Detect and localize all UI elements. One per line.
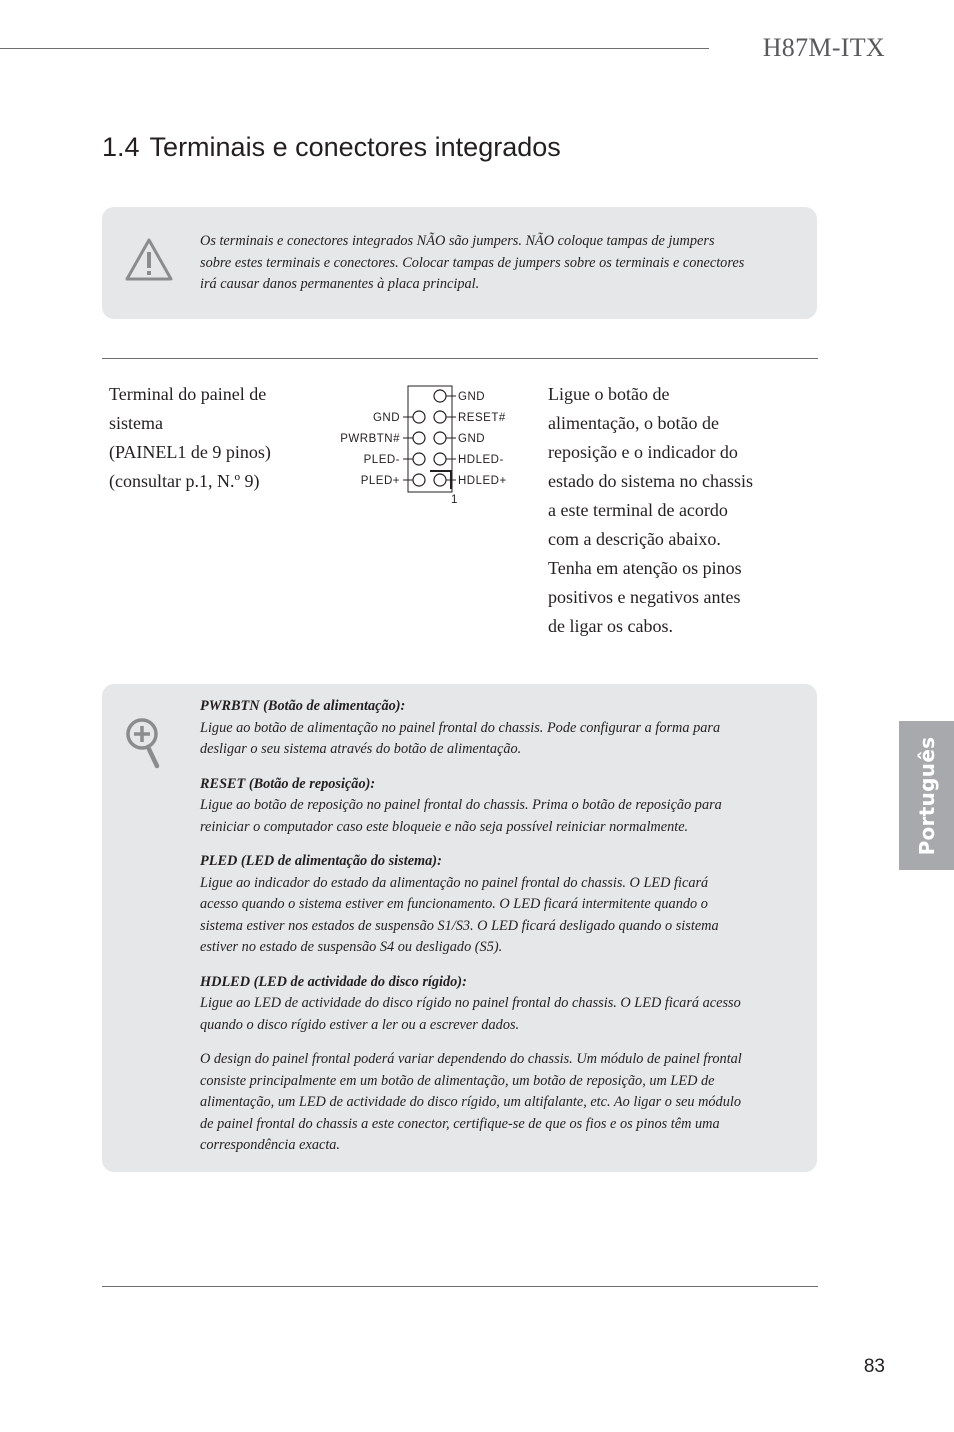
section-divider-bottom (102, 1286, 818, 1287)
panel-header-diagram (330, 382, 530, 512)
pin (434, 474, 446, 486)
pin-label-right: RESET# (458, 412, 506, 424)
panel-description: Ligue o botão de alimentação, o botão de reposição e o indicador do estado do sistema no chassis a este terminal de acordo com a descrição abaixo. Tenha em atenção os pinos positivos e negativos antes de ligar os cabos. (548, 384, 753, 636)
info-item-text: Ligue ao indicador do estado da alimentação no painel frontal do chassis. O LED ficará acesso quando o sistema estiver em funcionamento. O LED ficará intermitente quando o sistema estiver nos estados de suspensão S1/S3. O LED ficará desligado quando o sistema estiver no estado de suspensão S4 ou desligado (S5). (200, 874, 719, 955)
pin-label-left: GND (372, 412, 400, 424)
panel-header-title (109, 380, 309, 496)
language-tab (899, 721, 954, 870)
info-item-title: HDLED (LED de actividade do disco rígido): (200, 973, 467, 990)
pin (413, 432, 425, 444)
panel-title-line: (PAINEL1 de 9 pinos) (109, 442, 271, 462)
info-item (200, 972, 748, 1037)
warning-callout (102, 207, 817, 319)
info-item-text: Ligue ao LED de actividade do disco rígido no painel frontal do chassis. O LED ficará acesso quando o disco rígido estiver a ler ou a escrever dados. (200, 995, 741, 1033)
pin-one-label: 1 (451, 494, 458, 506)
section-title (102, 132, 561, 163)
pin (434, 411, 446, 423)
pin (413, 411, 425, 423)
warning-triangle-icon (124, 237, 174, 283)
section-title-text: Terminais e conectores integrados (149, 132, 561, 162)
info-item-title: PLED (LED de alimentação do sistema): (200, 853, 442, 869)
pin-label-left: PLED- (363, 454, 400, 466)
header-rule (0, 48, 709, 49)
pin (434, 432, 446, 444)
pin-label-right: HDLED+ (458, 475, 507, 487)
model-name: H87M-ITX (762, 33, 885, 62)
info-item-title: RESET (Botão de reposição): (200, 775, 376, 792)
info-item (200, 696, 748, 761)
pin-label-right: GND (458, 433, 486, 445)
pin (434, 453, 446, 465)
info-callout (102, 684, 817, 1172)
warning-text: Os terminais e conectores integrados NÃO são jumpers. NÃO coloque tampas de jumpers sobre estes terminais e conectores. Colocar tampas de jumpers sobre os terminais e conectores irá causar danos permanentes à placa principal. (200, 233, 745, 292)
panel-title-line: sistema (109, 413, 163, 433)
magnifier-plus-icon (124, 716, 164, 772)
pin (413, 474, 425, 486)
pin-label-left: PWRBTN# (340, 433, 400, 445)
panel-title-line: Terminal do painel de (109, 384, 267, 404)
language-tab-label: Português (914, 736, 939, 855)
pin-label-left: PLED+ (360, 475, 400, 487)
info-item-text: Ligue ao botão de reposição no painel frontal do chassis. Prima o botão de reposição para reiniciar o computador caso este bloqueie e não seja possível reiniciar normalmente. (200, 797, 722, 835)
info-item (200, 774, 748, 839)
pin-label-right: HDLED- (458, 454, 504, 466)
info-item-text: Ligue ao botão de alimentação no painel frontal do chassis. Pode configurar a forma para desligar o seu sistema através do botão de alimentação. (200, 719, 721, 757)
info-body (200, 696, 748, 1157)
info-closing-text: O design do painel frontal poderá variar dependendo do chassis. Um módulo de painel frontal consiste principalmente em um botão de alimentação, um botão de reposição, um LED de alimentação, um LED de actividade do disco rígido, um altifalante, etc. Ao ligar o seu módulo de painel frontal do chassis a este conector, certifique-se de que os fios e os pinos têm uma correspondência exacta. (200, 1051, 742, 1153)
info-item (200, 851, 748, 959)
pin-label-right: GND (458, 391, 486, 403)
pin (434, 390, 446, 402)
panel-title-line: (consultar p.1, N.º 9) (109, 471, 260, 491)
page-number: 83 (863, 1356, 885, 1377)
section-divider-top (102, 358, 818, 359)
section-number: 1.4 (102, 132, 140, 162)
pin (413, 453, 425, 465)
info-item-title: PWRBTN (Botão de alimentação): (200, 698, 406, 714)
